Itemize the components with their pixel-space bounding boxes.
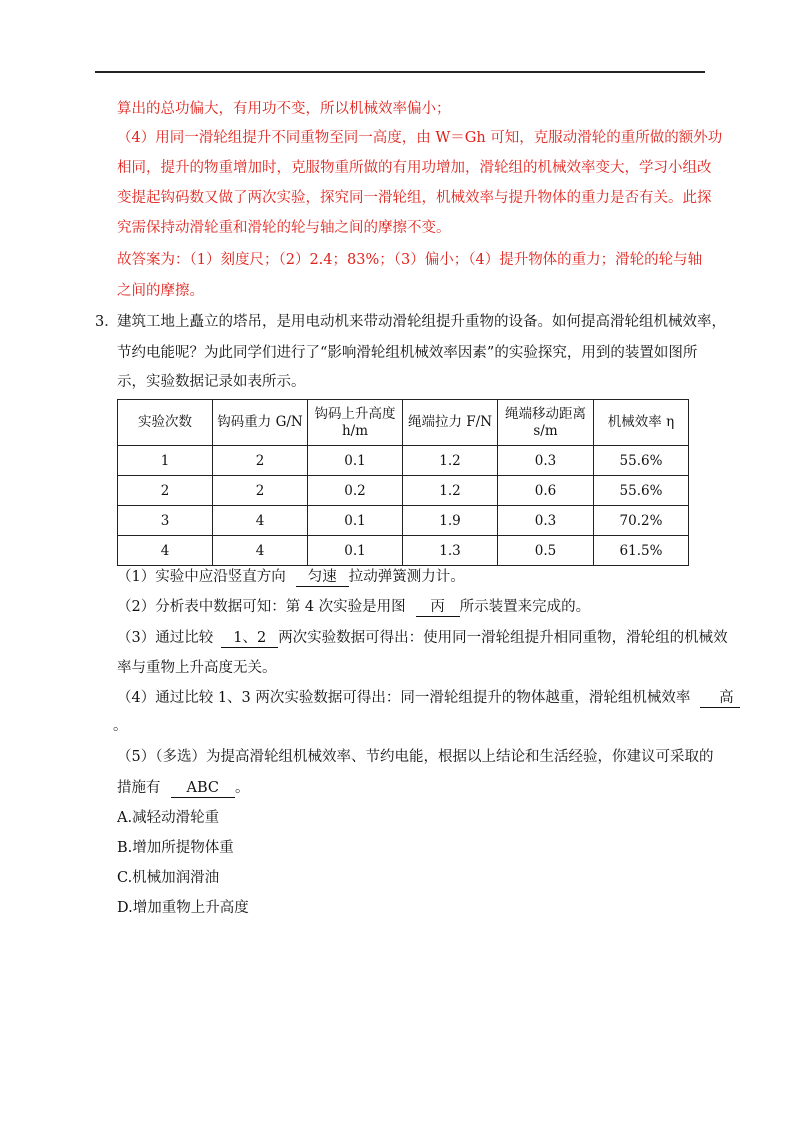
table-header-cell: 绳端移动距离 s/m bbox=[498, 400, 594, 446]
part-2-text-end: 所示装置来完成的。 bbox=[459, 599, 591, 615]
question-intro-3: 示，实验数据记录如表所示。 bbox=[117, 374, 306, 390]
part-1-text-end: 拉动弹簧测力计。 bbox=[348, 569, 465, 585]
part-1 bbox=[117, 567, 465, 587]
part-5 bbox=[117, 778, 250, 798]
table-cell: 1.2 bbox=[403, 476, 498, 506]
part-2-text: （2）分析表中数据可知：第 4 次实验是用图 bbox=[117, 599, 406, 615]
table-row bbox=[118, 536, 689, 566]
table-cell: 4 bbox=[118, 536, 213, 566]
part-5-text-end: 。 bbox=[235, 780, 250, 796]
table-row bbox=[118, 506, 689, 536]
question-number: 3． bbox=[95, 314, 119, 330]
part-4 bbox=[117, 688, 740, 708]
part-3-answer: 1、2 bbox=[221, 630, 278, 648]
part-1-text: （1）实验中应沿竖直方向 bbox=[117, 569, 286, 585]
experiment-table bbox=[117, 399, 689, 566]
part-5-answer: ABC bbox=[171, 780, 236, 798]
part-4-answer: 高 bbox=[700, 690, 740, 708]
answer-line-3: 相同，提升的物重增加时，克服物重所做的有用功增加，滑轮组的机械效率变大，学习小组改 bbox=[117, 160, 712, 176]
table-cell: 55.6% bbox=[594, 446, 689, 476]
part-2 bbox=[117, 597, 590, 617]
table-cell: 0.1 bbox=[308, 446, 403, 476]
part-5-line-1: （5）（多选）为提高滑轮组机械效率、节约电能，根据以上结论和生活经验，你建议可采取的 bbox=[117, 749, 714, 765]
part-3 bbox=[117, 628, 728, 648]
part-2-answer: 丙 bbox=[416, 599, 460, 617]
part-4-text: （4）通过比较 1、3 两次实验数据可得出：同一滑轮组提升的物体越重，滑轮组机械效率 bbox=[117, 690, 691, 706]
table-header-cell: 实验次数 bbox=[118, 400, 213, 446]
table-header-cell: 钩码重力 G/N bbox=[213, 400, 308, 446]
answer-line-5: 究需保持动滑轮重和滑轮的轮与轴之间的摩擦不变。 bbox=[117, 220, 451, 236]
option-d: D.增加重物上升高度 bbox=[117, 900, 249, 916]
table-cell: 0.6 bbox=[498, 476, 594, 506]
table-cell: 1.9 bbox=[403, 506, 498, 536]
option-b: B.增加所提物体重 bbox=[117, 840, 234, 856]
header-rule bbox=[95, 71, 705, 73]
table-cell: 55.6% bbox=[594, 476, 689, 506]
table-cell: 0.3 bbox=[498, 506, 594, 536]
table-header-row bbox=[118, 400, 689, 446]
table-row bbox=[118, 446, 689, 476]
table-cell: 4 bbox=[213, 506, 308, 536]
table-cell: 0.1 bbox=[308, 536, 403, 566]
part-3-text: （3）通过比较 bbox=[117, 630, 214, 646]
answer-line-2: （4）用同一滑轮组提升不同重物至同一高度，由 W＝Gh 可知，克服动滑轮的重所做的额外功 bbox=[117, 130, 723, 146]
table-cell: 2 bbox=[213, 446, 308, 476]
part-3-text-end: 两次实验数据可得出：使用同一滑轮组提升相同重物，滑轮组的机械效 bbox=[278, 630, 728, 646]
table-cell: 3 bbox=[118, 506, 213, 536]
table-cell: 0.2 bbox=[308, 476, 403, 506]
table-cell: 1.3 bbox=[403, 536, 498, 566]
table-row bbox=[118, 476, 689, 506]
table-cell: 0.5 bbox=[498, 536, 594, 566]
table-cell: 2 bbox=[213, 476, 308, 506]
table-header-cell: 钩码上升高度 h/m bbox=[308, 400, 403, 446]
table-header-cell: 绳端拉力 F/N bbox=[403, 400, 498, 446]
part-4-line-2: 。 bbox=[113, 718, 128, 734]
answer-line-4: 变提起钩码数又做了两次实验，探究同一滑轮组，机械效率与提升物体的重力是否有关。此探 bbox=[117, 190, 712, 206]
table-header-cell: 机械效率 η bbox=[594, 400, 689, 446]
table-cell: 61.5% bbox=[594, 536, 689, 566]
part-3-line-2: 率与重物上升高度无关。 bbox=[117, 660, 277, 676]
table-cell: 1 bbox=[118, 446, 213, 476]
table-cell: 4 bbox=[213, 536, 308, 566]
option-c: C.机械加润滑油 bbox=[117, 870, 220, 886]
part-5-text: 措施有 bbox=[117, 780, 161, 796]
answer-line-1: 算出的总功偏大，有用功不变，所以机械效率偏小； bbox=[117, 101, 451, 117]
table-cell: 0.3 bbox=[498, 446, 594, 476]
option-a: A.减轻动滑轮重 bbox=[117, 810, 220, 826]
answer-line-7: 之间的摩擦。 bbox=[117, 283, 204, 299]
part-1-answer: 匀速 bbox=[296, 569, 349, 587]
table-cell: 1.2 bbox=[403, 446, 498, 476]
table-cell: 70.2% bbox=[594, 506, 689, 536]
table-cell: 0.1 bbox=[308, 506, 403, 536]
answer-line-6: 故答案为：（1）刻度尺；（2）2.4；83%；（3）偏小；（4）提升物体的重力；滑轮的轮与轴 bbox=[117, 252, 703, 268]
table-cell: 2 bbox=[118, 476, 213, 506]
question-intro-1: 建筑工地上矗立的塔吊，是用电动机来带动滑轮组提升重物的设备。如何提高滑轮组机械效率， bbox=[117, 314, 726, 330]
question-intro-2: 节约电能呢？为此同学们进行了“影响滑轮组机械效率因素”的实验探究，用到的装置如图所 bbox=[117, 345, 698, 361]
